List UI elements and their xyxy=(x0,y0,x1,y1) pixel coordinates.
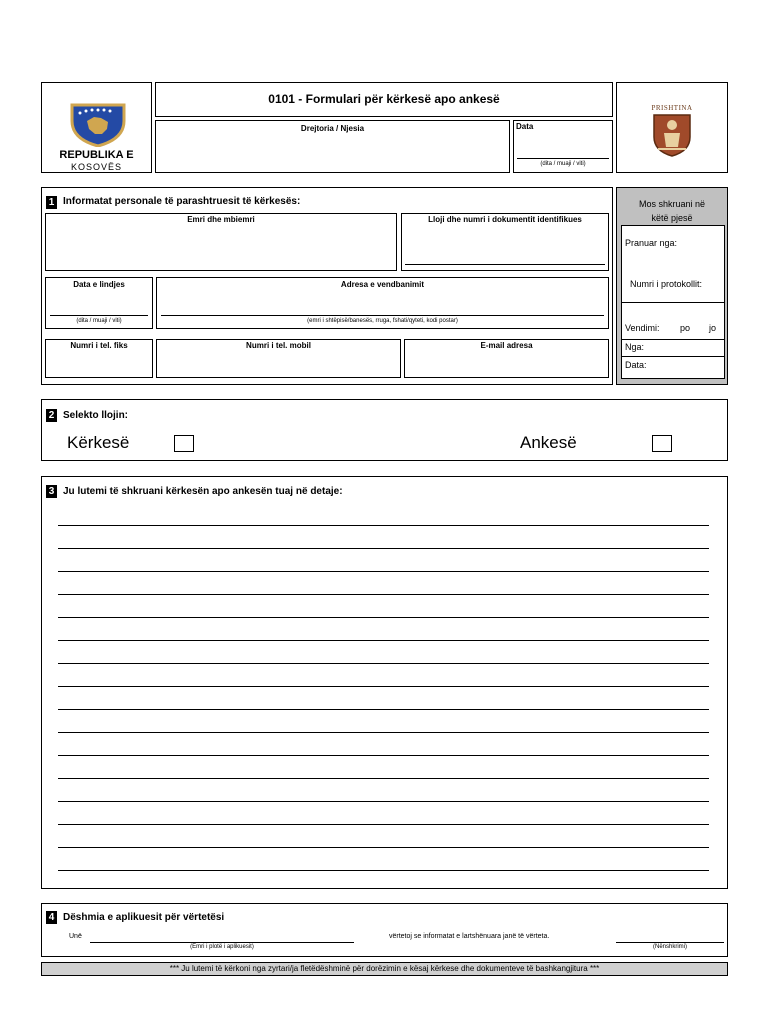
applicant-name-line[interactable] xyxy=(90,942,354,943)
office-date-label: Data: xyxy=(625,360,647,370)
section2-box xyxy=(41,399,728,461)
details-line xyxy=(58,686,709,687)
landline-phone-field[interactable] xyxy=(45,339,153,378)
city-seal-icon xyxy=(652,113,692,157)
header-logo-box xyxy=(41,82,152,173)
details-line xyxy=(58,778,709,779)
city-seal-box xyxy=(616,82,728,173)
request-option-label: Kërkesë xyxy=(67,433,130,452)
details-line xyxy=(58,617,709,618)
details-text-area[interactable] xyxy=(58,525,709,877)
address-label: Adresa e vendbanimit xyxy=(340,280,425,289)
birth-date-label: Data e lindjes xyxy=(73,280,125,289)
decision-label: Vendimi: xyxy=(625,323,660,333)
mobile-phone-field[interactable] xyxy=(156,339,401,378)
section1-box xyxy=(41,187,613,385)
footer-note: *** Ju lutemi të kërkoni nga zyrtari/ja fletëdëshminë për dorëzimin e kësaj kërkese dhe dokumenteve të bashkangjitura *** xyxy=(169,964,600,973)
form-title-box xyxy=(155,82,613,117)
attestation-prefix: Unë xyxy=(69,933,82,940)
details-line xyxy=(58,824,709,825)
details-line xyxy=(58,732,709,733)
details-line xyxy=(58,525,709,526)
signature-hint: (Nënshkrimi) xyxy=(652,944,687,950)
mobile-phone-label: Numri i tel. mobil xyxy=(246,341,311,350)
landline-phone-label: Numri i tel. fiks xyxy=(70,341,128,350)
form-code: 0101 xyxy=(268,92,295,106)
office-by-label: Nga: xyxy=(625,342,645,352)
id-document-line xyxy=(405,264,605,265)
section4-number: 4 xyxy=(46,911,57,924)
header-date-line xyxy=(517,158,609,159)
section1-title: Informatat personale të parashtruesit të kërkesës: xyxy=(63,196,301,207)
details-line xyxy=(58,663,709,664)
section4-title: Dëshmia e aplikuesit për vërtetësi xyxy=(63,912,225,923)
section2-number: 2 xyxy=(46,409,57,422)
section3-box xyxy=(41,476,728,889)
email-field[interactable] xyxy=(404,339,609,378)
decision-no[interactable]: jo xyxy=(709,323,717,333)
form-title: - Formulari për kërkesë apo ankesë xyxy=(294,92,500,106)
received-by-label: Pranuar nga: xyxy=(625,238,678,248)
full-name-label: Emri dhe mbiemri xyxy=(187,215,255,224)
full-name-field[interactable] xyxy=(45,213,397,271)
details-line xyxy=(58,548,709,549)
section3-number: 3 xyxy=(46,485,57,498)
office-use-inner xyxy=(621,225,725,379)
section1-number: 1 xyxy=(46,196,57,209)
office-divider-2 xyxy=(622,339,724,340)
header-date-label: Data xyxy=(516,122,534,131)
office-use-panel xyxy=(616,187,728,385)
details-line xyxy=(58,847,709,848)
details-line xyxy=(58,870,709,871)
section4-box xyxy=(41,903,728,957)
section2-title: Selekto llojin: xyxy=(63,410,129,421)
id-document-label: Lloji dhe numri i dokumentit identifikues xyxy=(428,215,582,224)
decision-yes[interactable]: po xyxy=(680,323,691,333)
email-label: E-mail adresa xyxy=(480,341,533,350)
birth-date-field[interactable] xyxy=(45,277,153,329)
id-document-field[interactable] xyxy=(401,213,609,271)
details-line xyxy=(58,571,709,572)
address-line xyxy=(161,315,604,316)
footer-note-bar xyxy=(41,962,728,976)
details-line xyxy=(58,640,709,641)
country-name-2: KOSOVËS xyxy=(70,162,122,172)
details-line xyxy=(58,755,709,756)
birth-date-line xyxy=(50,315,148,316)
details-line xyxy=(58,594,709,595)
details-line xyxy=(58,709,709,710)
complaint-option-label: Ankesë xyxy=(520,433,577,452)
complaint-checkbox[interactable] xyxy=(652,435,672,452)
office-divider-1 xyxy=(622,302,724,303)
attestation-statement: vërtetoj se informatat e lartshënuara janë të vërteta. xyxy=(389,933,550,940)
protocol-number-label: Numri i protokollit: xyxy=(630,279,703,289)
kosovo-coat-of-arms-icon xyxy=(70,101,126,147)
department-label: Drejtoria / Njesia xyxy=(300,124,365,133)
signature-line[interactable] xyxy=(616,942,724,943)
city-name: PRISHTINA xyxy=(651,104,693,112)
country-name: REPUBLIKA E xyxy=(59,149,134,161)
address-hint: (emri i shtëpisë/banesës, rruga, fshati/qyteti, kodi postar) xyxy=(307,318,458,324)
office-divider-3 xyxy=(622,356,724,357)
address-field[interactable] xyxy=(156,277,609,329)
applicant-name-hint: (Emri i plotë i aplikuesit) xyxy=(190,944,254,950)
department-field[interactable] xyxy=(155,120,510,173)
birth-date-format: (dita / muaji / viti) xyxy=(76,318,122,324)
header-date-format: (dita / muaji / viti) xyxy=(540,161,586,167)
request-checkbox[interactable] xyxy=(174,435,194,452)
header-date-field[interactable] xyxy=(513,120,613,173)
office-use-title: Mos shkruani në këtë pjesë xyxy=(638,199,706,223)
details-line xyxy=(58,801,709,802)
section3-title: Ju lutemi të shkruani kërkesën apo ankesën tuaj në detaje: xyxy=(63,486,343,497)
